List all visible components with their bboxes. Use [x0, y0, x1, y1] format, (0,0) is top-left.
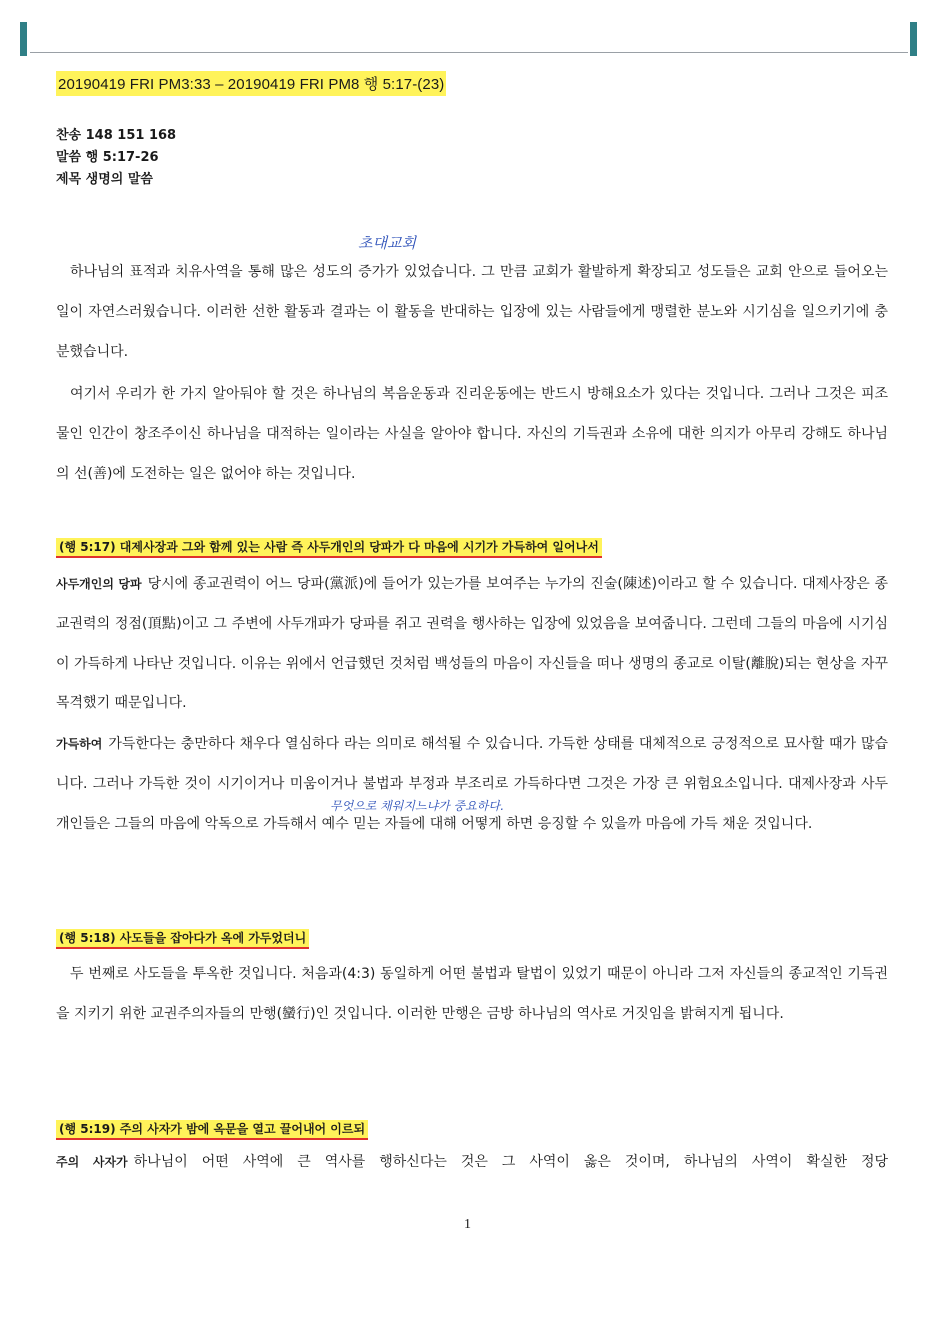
paragraph-intro-text: 하나님의 표적과 치유사역을 통해 많은 성도의 증가가 있었습니다. 그 만큼 교회가 활발하게 확장되고 성도들은 교회 안으로 들어오는 일이 자연스러웠습니다. 이러한 선한 활동과 결과는 이 활동을 반대하는 입장에 있는 사람들에게 맹렬한 분노와 시기심을 일으키기에 충분했습니다.	[56, 264, 888, 360]
sermon-title: 제목 생명의 말씀	[56, 172, 153, 187]
handwritten-note-early-church: 초대교회	[358, 234, 416, 252]
term-angel-of-lord: 주의 사자가	[56, 1155, 128, 1169]
paragraph-filled-text: 가득한다는 충만하다 채우다 열심하다 라는 의미로 해석될 수 있습니다. 가득한 상태를 대체적으로 긍정적으로 묘사할 때가 많습니다. 그러나 가득한 것이 시기이거나 미움이거나 불법과 부정과 부조리로 가득하다면 그것은 가장 큰 위험요소입니다. 대제사장과 사두개인들은 그들의 마음에 악독으로 가득해서 예수 믿는 자들에 대해 어떻게 하면 응징할 수 있을까 마음에 가득 채운 것입니다.	[56, 736, 888, 832]
paragraph-imprisonment-text: 두 번째로 사도들을 투옥한 것입니다. 처음과(4:3) 동일하게 어떤 불법과 탈법이 있었기 때문이 아니라 그저 자신들의 종교적인 기득권을 지키기 위한 교권주의자들의 만행(蠻行)인 것입니다. 이러한 만행은 금방 하나님의 역사로 거짓임을 밝혀지게 됩니다.	[56, 966, 888, 1022]
term-sadducees-party: 사두개인의 당파	[56, 577, 142, 591]
term-filled: 가득하여	[56, 737, 103, 751]
session-header: 20190419 FRI PM3:33 – 20190419 FRI PM8 행 5:17-(23)	[56, 71, 446, 96]
top-rule	[30, 52, 908, 53]
scan-corner-mark-left	[20, 22, 27, 56]
hymn-numbers: 찬송 148 151 168	[56, 128, 177, 143]
scripture-reference: 말씀 행 5:17-26	[56, 150, 159, 165]
paragraph-opposition-text: 여기서 우리가 한 가지 알아둬야 할 것은 하나님의 복음운동과 진리운동에는 반드시 방해요소가 있다는 것입니다. 그러나 그것은 피조물인 인간이 창조주이신 하나님을 대적하는 일이라는 사실을 알아야 합니다. 자신의 기득권과 소유에 대한 의지가 아무리 강해도 하나님의 선(善)에 도전하는 일은 없어야 하는 것입니다.	[56, 386, 888, 482]
paragraph-sadducees	[56, 565, 888, 724]
scan-corner-mark-right	[910, 22, 917, 56]
page-number: 1	[464, 1217, 471, 1232]
paragraph-filled	[56, 725, 888, 844]
paragraph-imprisonment	[56, 955, 888, 1035]
handwritten-note-filled-with: 무엇으로 채워지느냐가 중요하다.	[330, 799, 504, 813]
paragraph-angel-text: 하나님이 어떤 사역에 큰 역사를 행하신다는 것은 그 사역이 옳은 것이며, 하나님의 사역이 확실한 정당	[133, 1154, 888, 1170]
paragraph-opposition	[56, 375, 888, 494]
verse-5-19	[56, 1120, 368, 1137]
paragraph-angel	[56, 1143, 888, 1183]
paragraph-sadducees-text: 당시에 종교권력이 어느 당파(黨派)에 들어가 있는가를 보여주는 누가의 진술(陳述)이라고 할 수 있습니다. 대제사장은 종교권력의 정점(頂點)이고 그 주변에 사두개파가 당파를 쥐고 권력을 행사하는 입장에 있었음을 보여줍니다. 그런데 그들의 마음에 시기심이 가득하게 나타난 것입니다. 이유는 위에서 언급했던 것처럼 백성들의 마음이 자신들을 떠나 생명의 종교로 이탈(離脫)되는 현상을 자꾸 목격했기 때문입니다.	[56, 576, 888, 712]
paragraph-intro	[56, 253, 888, 372]
verse-5-18-text: (행 5:18) 사도들을 잡아다가 옥에 가두었더니	[56, 929, 309, 949]
verse-5-18	[56, 929, 309, 946]
verse-5-17	[56, 538, 602, 555]
verse-5-17-text: (행 5:17) 대제사장과 그와 함께 있는 사람 즉 사두개인의 당파가 다 마음에 시기가 가득하여 일어나서	[56, 538, 602, 558]
verse-5-19-text: (행 5:19) 주의 사자가 밤에 옥문을 열고 끌어내어 이르되	[56, 1120, 368, 1140]
